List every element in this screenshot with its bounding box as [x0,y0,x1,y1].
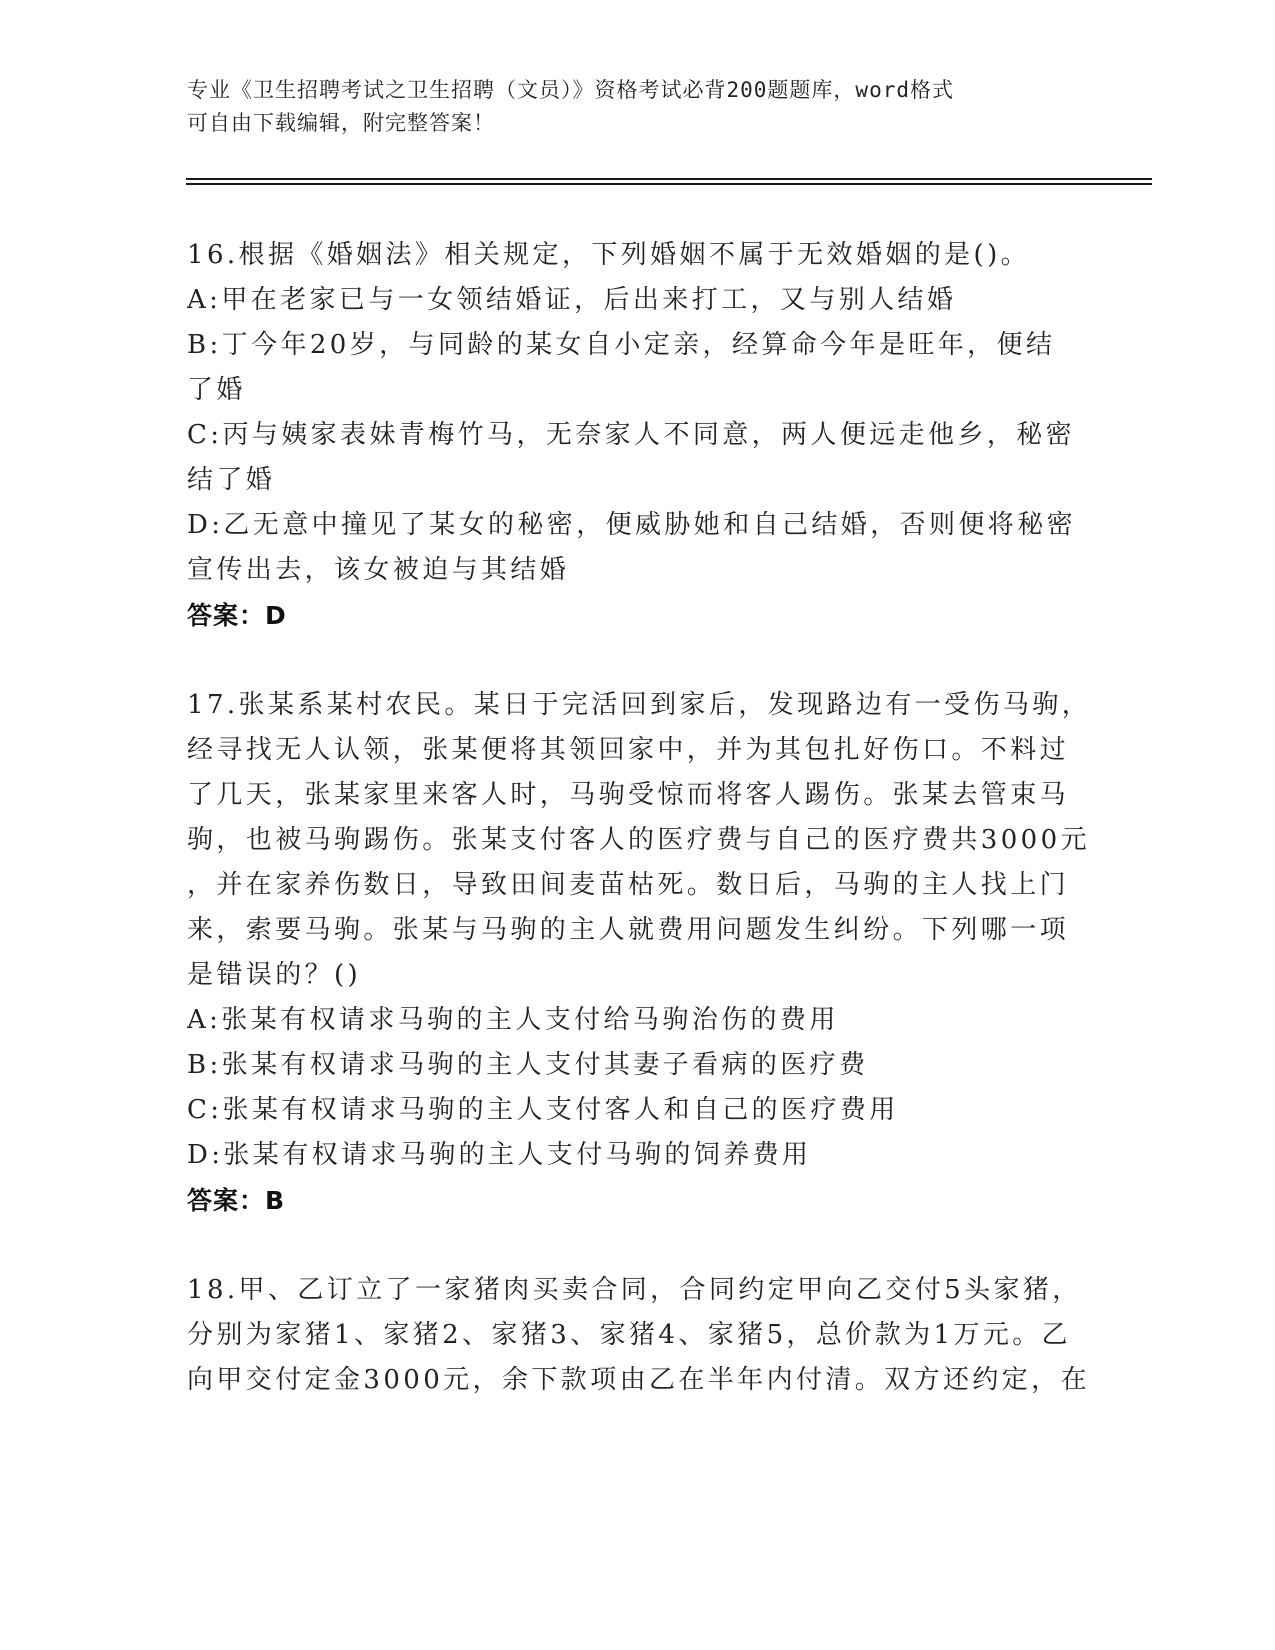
header-divider-top [186,178,1152,180]
question-16 [187,233,1087,638]
header-line-1: 专业《卫生招聘考试之卫生招聘（文员）》资格考试必背200题题库，word格式 [187,78,954,102]
question-18-stem-line-1: 18.甲、乙订立了一家猪肉买卖合同，合同约定甲向乙交付5头家猪， [187,1275,1082,1305]
question-17-stem-line-5: ，并在家养伤数日，导致田间麦苗枯死。数日后，马驹的主人找上门 [187,870,1070,900]
header-divider-bottom [186,183,1152,185]
question-17-option-b: B:张某有权请求马驹的主人支付其妻子看病的医疗费 [187,1050,869,1080]
question-16-option-c: C:丙与姨家表妹青梅竹马，无奈家人不同意，两人便远走他乡，秘密 [187,420,1076,450]
question-18-stem-line-2: 分别为家猪1、家猪2、家猪3、家猪4、家猪5，总价款为1万元。乙 [187,1320,1072,1350]
question-17-stem-line-6: 来，索要马驹。张某与马驹的主人就费用问题发生纠纷。下列哪一项 [187,915,1070,945]
question-16-stem: 16.根据《婚姻法》相关规定，下列婚姻不属于无效婚姻的是()。 [187,240,1031,270]
question-17-option-a: A:张某有权请求马驹的主人支付给马驹治伤的费用 [187,1005,839,1035]
document-header [187,74,1067,140]
question-18-stem-line-3: 向甲交付定金3000元，余下款项由乙在半年内付清。双方还约定，在 [187,1365,1090,1395]
question-16-option-a: A:甲在老家已与一女领结婚证，后出来打工，又与别人结婚 [187,285,957,315]
question-17 [187,683,1092,1223]
question-17-stem-line-4: 驹，也被马驹踢伤。张某支付客人的医疗费与自己的医疗费共3000元 [187,825,1090,855]
question-17-stem-line-2: 经寻找无人认领，张某便将其领回家中，并为其包扎好伤口。不料过 [187,735,1070,765]
question-list [187,233,1092,1448]
question-17-stem-line-1: 17.张某系某村农民。某日于完活回到家后，发现路边有一受伤马驹， [187,690,1092,720]
question-16-option-b-cont: 了婚 [187,375,246,405]
question-17-option-d: D:张某有权请求马驹的主人支付马驹的饲养费用 [187,1140,812,1170]
question-18 [187,1268,1090,1403]
header-line-2: 可自由下载编辑，附完整答案！ [187,111,495,135]
question-17-stem-line-7: 是错误的？() [187,960,362,990]
question-16-answer: 答案：D [187,601,287,630]
question-17-answer: 答案：B [187,1186,286,1215]
question-16-option-d: D:乙无意中撞见了某女的秘密，便威胁她和自己结婚，否则便将秘密 [187,510,1077,540]
question-17-option-c: C:张某有权请求马驹的主人支付客人和自己的医疗费用 [187,1095,899,1125]
question-16-option-d-cont: 宣传出去，该女被迫与其结婚 [187,555,570,585]
question-16-option-c-cont: 结了婚 [187,465,276,495]
question-17-stem-line-3: 了几天，张某家里来客人时，马驹受惊而将客人踢伤。张某去管束马 [187,780,1070,810]
question-16-option-b: B:丁今年20岁，与同龄的某女自小定亲，经算命今年是旺年，便结 [187,330,1056,360]
